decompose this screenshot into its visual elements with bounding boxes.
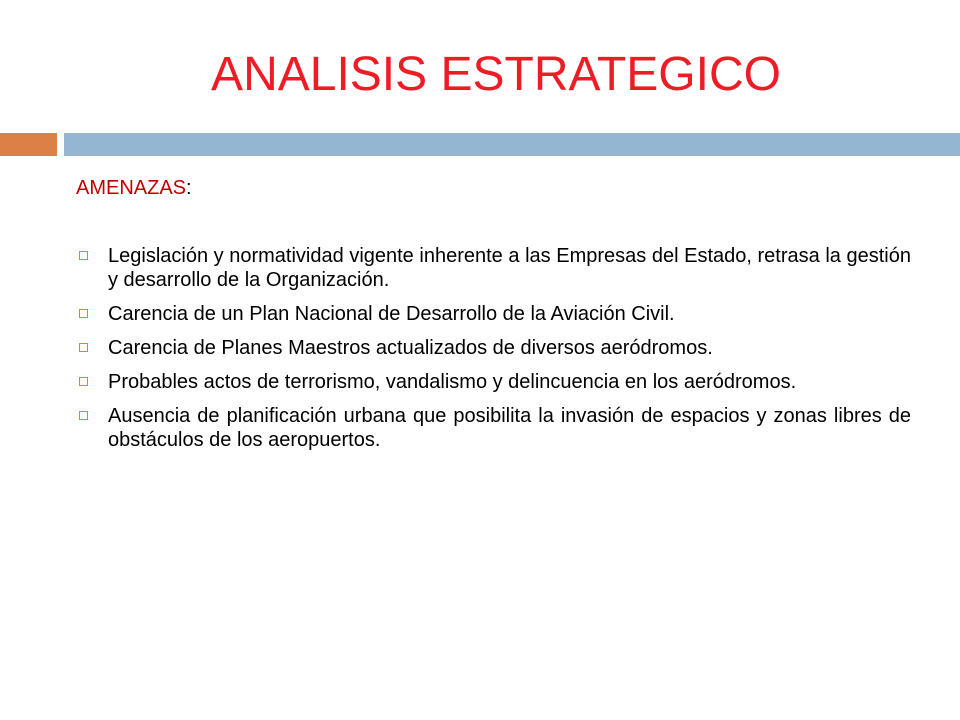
bullet-list xyxy=(76,244,911,452)
list-item xyxy=(76,404,911,452)
accent-bar-orange xyxy=(0,133,57,156)
slide-title: ANALISIS ESTRATEGICO xyxy=(211,48,781,101)
list-item xyxy=(76,370,911,394)
bullet-text: Legislación y normatividad vigente inherente a las Empresas del Estado, retrasa la gestión y desarrollo de la Organización. xyxy=(108,245,911,291)
list-item xyxy=(76,336,911,360)
bullet-text: Probables actos de terrorismo, vandalismo y delincuencia en los aeródromos. xyxy=(108,371,797,393)
section-heading-label: AMENAZAS xyxy=(76,177,187,199)
list-item xyxy=(76,244,911,292)
list-item xyxy=(76,302,911,326)
hollow-square-icon xyxy=(79,343,88,352)
section-heading xyxy=(76,176,911,200)
bullet-text: Carencia de Planes Maestros actualizados de diversos aeródromos. xyxy=(108,337,713,359)
hollow-square-icon xyxy=(79,411,88,420)
bullet-text: Ausencia de planificación urbana que posibilita la invasión de espacios y zonas libres de obstáculos de los aeropuertos. xyxy=(108,405,911,451)
hollow-square-icon xyxy=(79,309,88,318)
section-heading-colon: : xyxy=(186,177,192,199)
hollow-square-icon xyxy=(79,251,88,260)
accent-bar-blue xyxy=(64,133,960,156)
bullet-text: Carencia de un Plan Nacional de Desarrollo de la Aviación Civil. xyxy=(108,303,675,325)
slide-content xyxy=(76,176,911,462)
hollow-square-icon xyxy=(79,377,88,386)
